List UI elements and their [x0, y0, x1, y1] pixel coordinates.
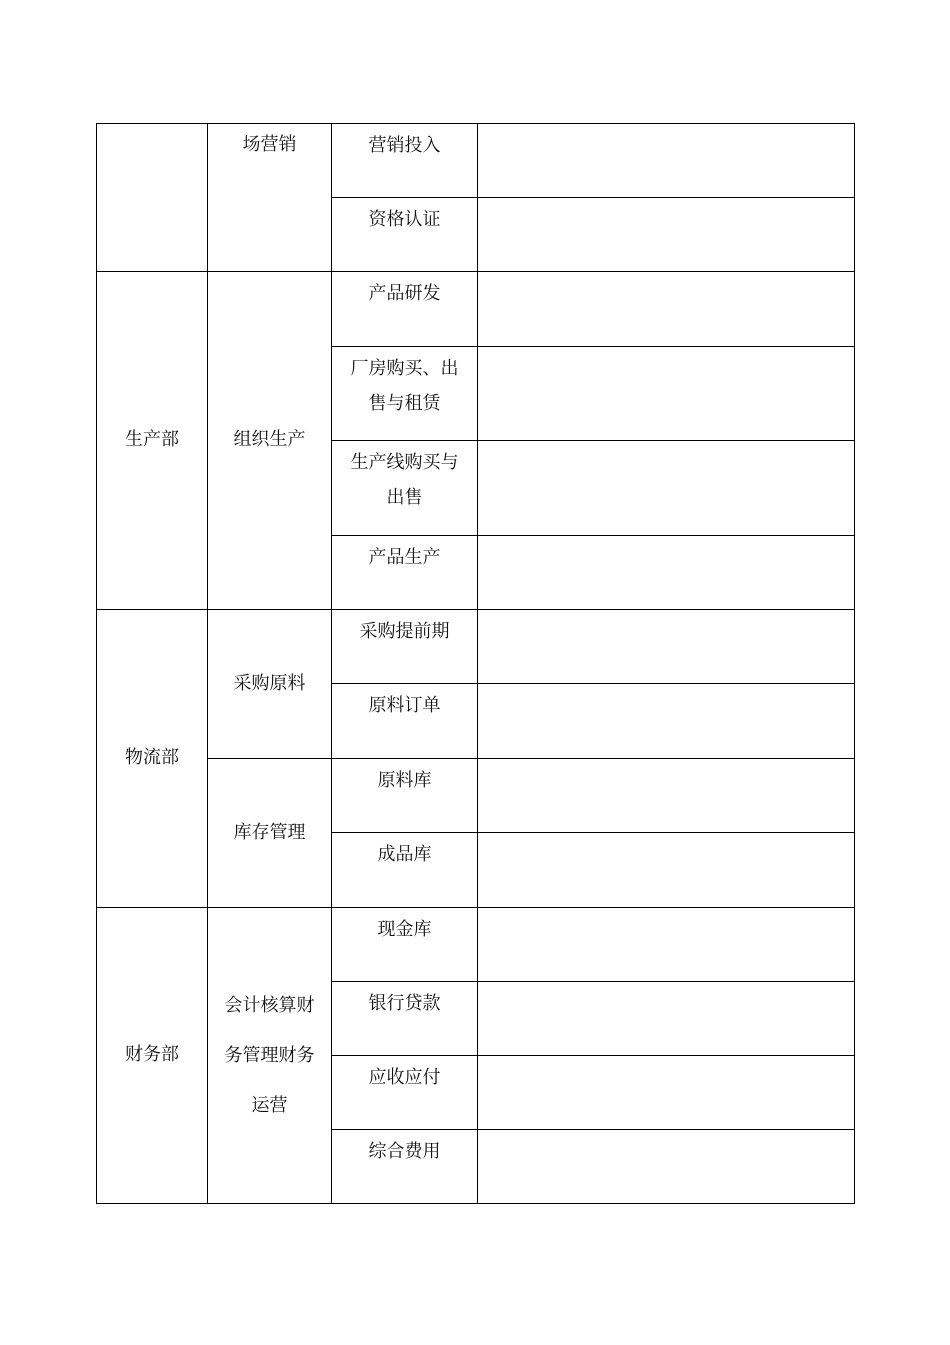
department-cell [97, 124, 208, 272]
content-cell[interactable] [478, 1056, 855, 1130]
function-cell: 采购原料 [208, 610, 332, 759]
department-task-table [96, 123, 855, 1204]
task-cell: 生产线购买与 出售 [332, 441, 478, 536]
task-cell: 原料订单 [332, 684, 478, 759]
department-cell: 生产部 [97, 272, 208, 610]
content-cell[interactable] [478, 1130, 855, 1204]
content-cell[interactable] [478, 198, 855, 272]
content-cell[interactable] [478, 272, 855, 347]
department-cell: 物流部 [97, 610, 208, 908]
table-row [97, 272, 855, 347]
task-cell: 成品库 [332, 833, 478, 908]
task-cell: 产品研发 [332, 272, 478, 347]
table-row [97, 759, 855, 833]
task-cell: 营销投入 [332, 124, 478, 198]
content-cell[interactable] [478, 684, 855, 759]
task-cell: 综合费用 [332, 1130, 478, 1204]
task-cell: 原料库 [332, 759, 478, 833]
content-cell[interactable] [478, 536, 855, 610]
table-row [97, 124, 855, 198]
table-row [97, 908, 855, 982]
task-cell: 应收应付 [332, 1056, 478, 1130]
content-cell[interactable] [478, 982, 855, 1056]
function-cell: 会计核算财 务管理财务 运营 [208, 908, 332, 1204]
content-cell[interactable] [478, 347, 855, 441]
content-cell[interactable] [478, 124, 855, 198]
task-cell: 现金库 [332, 908, 478, 982]
department-cell: 财务部 [97, 908, 208, 1204]
task-cell: 产品生产 [332, 536, 478, 610]
table-row [97, 610, 855, 684]
task-cell: 厂房购买、出 售与租赁 [332, 347, 478, 441]
task-cell: 银行贷款 [332, 982, 478, 1056]
content-cell[interactable] [478, 833, 855, 908]
content-cell[interactable] [478, 759, 855, 833]
function-cell: 组织生产 [208, 272, 332, 610]
task-cell: 采购提前期 [332, 610, 478, 684]
content-cell[interactable] [478, 441, 855, 536]
content-cell[interactable] [478, 908, 855, 982]
task-cell: 资格认证 [332, 198, 478, 272]
function-cell: 库存管理 [208, 759, 332, 908]
function-cell: 场营销 [208, 124, 332, 272]
content-cell[interactable] [478, 610, 855, 684]
